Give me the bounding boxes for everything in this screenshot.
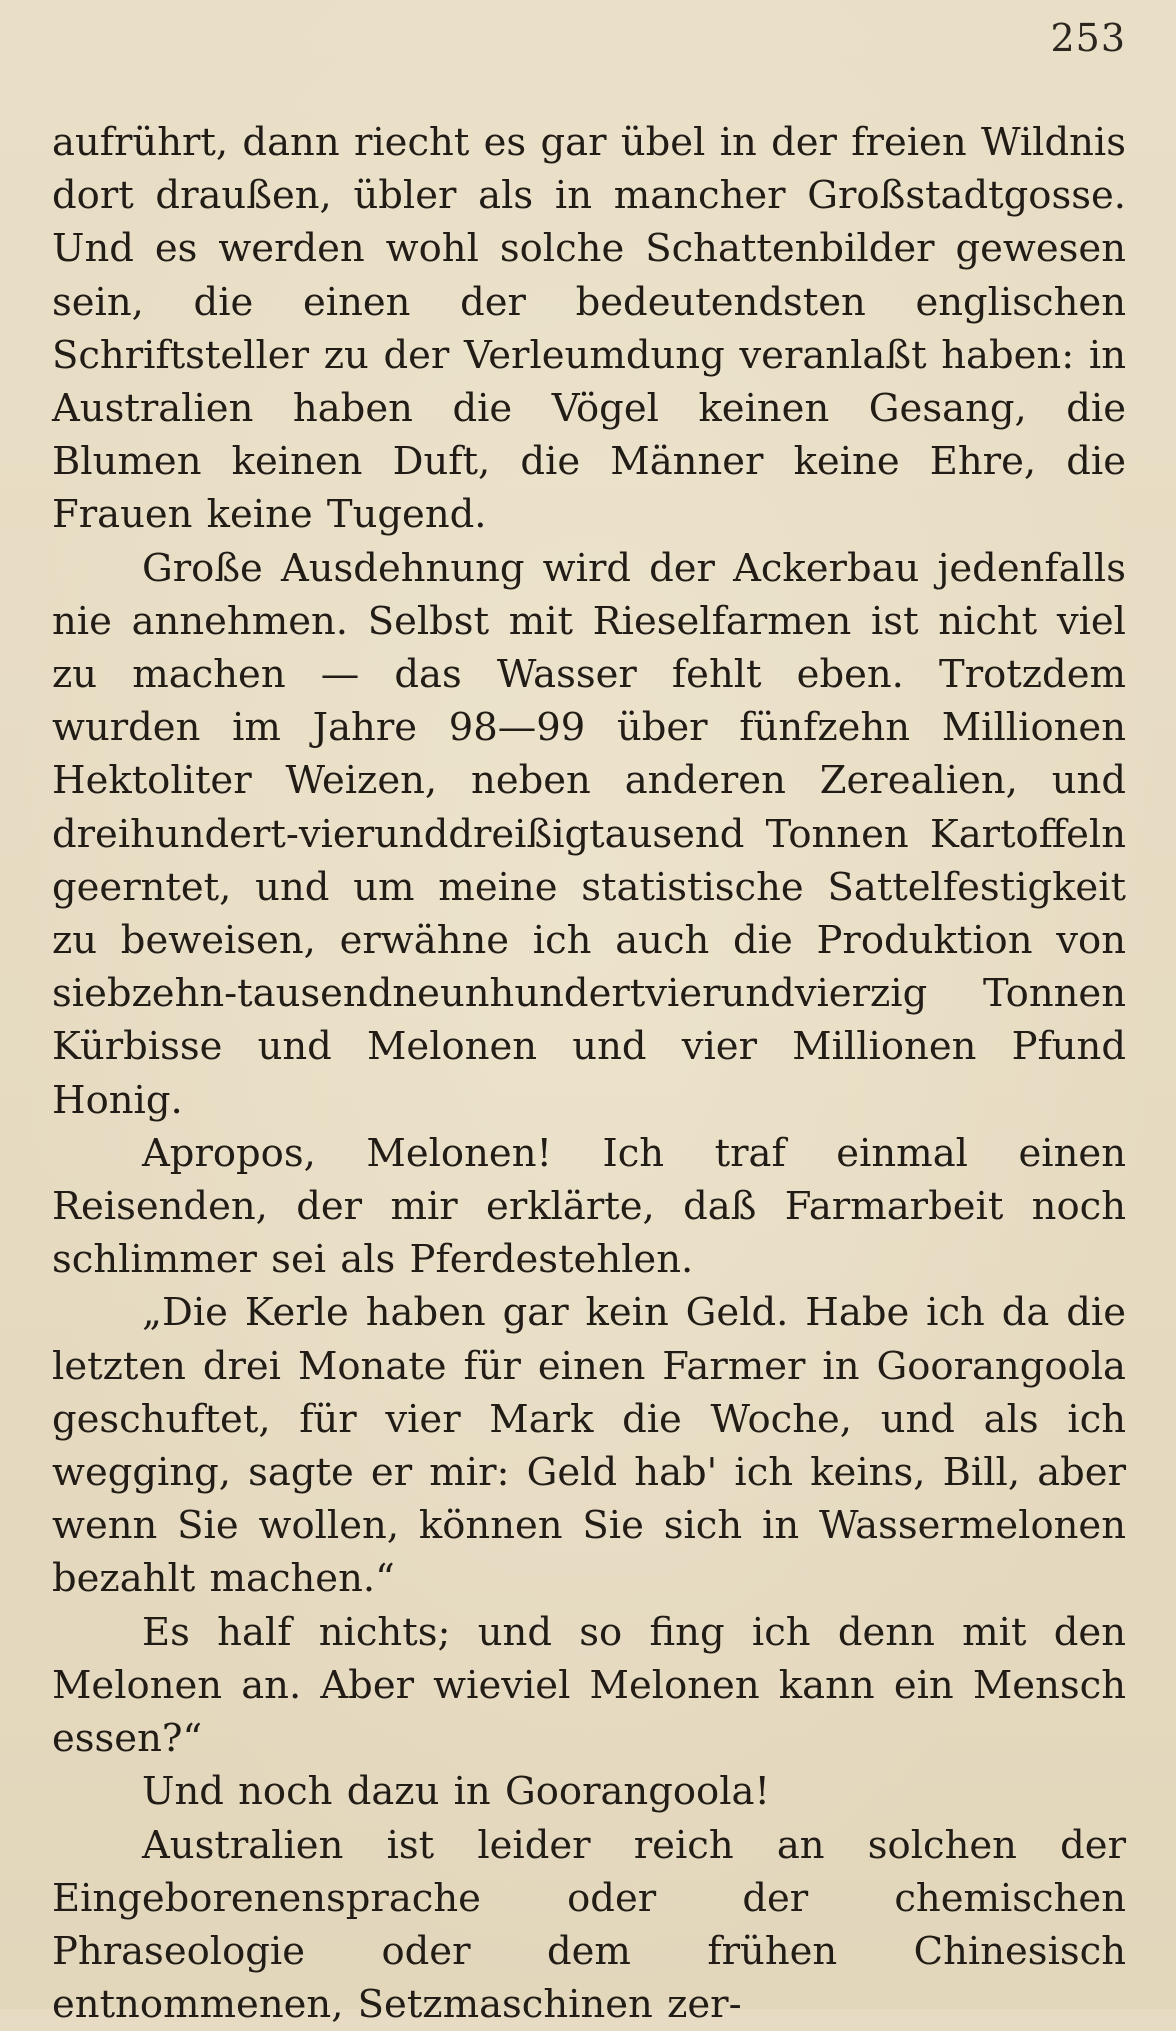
paragraph: aufrührt, dann riecht es gar übel in der freien Wildnis dort draußen, übler als in mancher Großstadtgosse. Und es werden wohl solche Schattenbilder gewesen sein, die einen der bedeutendsten englischen Schriftsteller zu der Verleumdung veranlaßt haben: in Australien haben die Vögel keinen Gesang, die Blumen keinen Duft, die Männer keine Ehre, die Frauen keine Tugend. (52, 116, 1126, 542)
paragraph: Apropos, Melonen! Ich traf einmal einen Reisenden, der mir erklärte, daß Farmarbeit noch schlimmer sei als Pferdestehlen. (52, 1127, 1126, 1287)
paragraph: Es half nichts; und so fing ich denn mit den Melonen an. Aber wieviel Melonen kann ein Mensch essen?“ (52, 1606, 1126, 1766)
body-text (52, 116, 1126, 2031)
page-number: 253 (1050, 16, 1126, 60)
paragraph: Und noch dazu in Goorangoola! (52, 1765, 1126, 1818)
paragraph: „Die Kerle haben gar kein Geld. Habe ich da die letzten drei Monate für einen Farmer in Goorangoola geschuftet, für vier Mark die Woche, und als ich wegging, sagte er mir: Geld hab' ich keins, Bill, aber wenn Sie wollen, können Sie sich in Wassermelonen bezahlt machen.“ (52, 1286, 1126, 1605)
paragraph: Große Ausdehnung wird der Ackerbau jedenfalls nie annehmen. Selbst mit Rieselfarmen ist nicht viel zu machen — das Wasser fehlt eben. Trotzdem wurden im Jahre 98—99 über fünfzehn Millionen Hektoliter Weizen, neben anderen Zerealien, und dreihundert-vierunddreißigtausend Tonnen Kartoffeln geerntet, und um meine statistische Sattelfestigkeit zu beweisen, erwähne ich auch die Produktion von siebzehn-tausendneunhundertvierundvierzig Tonnen Kürbisse und Melonen und vier Millionen Pfund Honig. (52, 542, 1126, 1127)
paragraph: Australien ist leider reich an solchen der Eingeborenensprache oder der chemischen Phraseologie oder dem frühen Chinesisch entnommenen, Setzmaschinen zer- (52, 1819, 1126, 2031)
